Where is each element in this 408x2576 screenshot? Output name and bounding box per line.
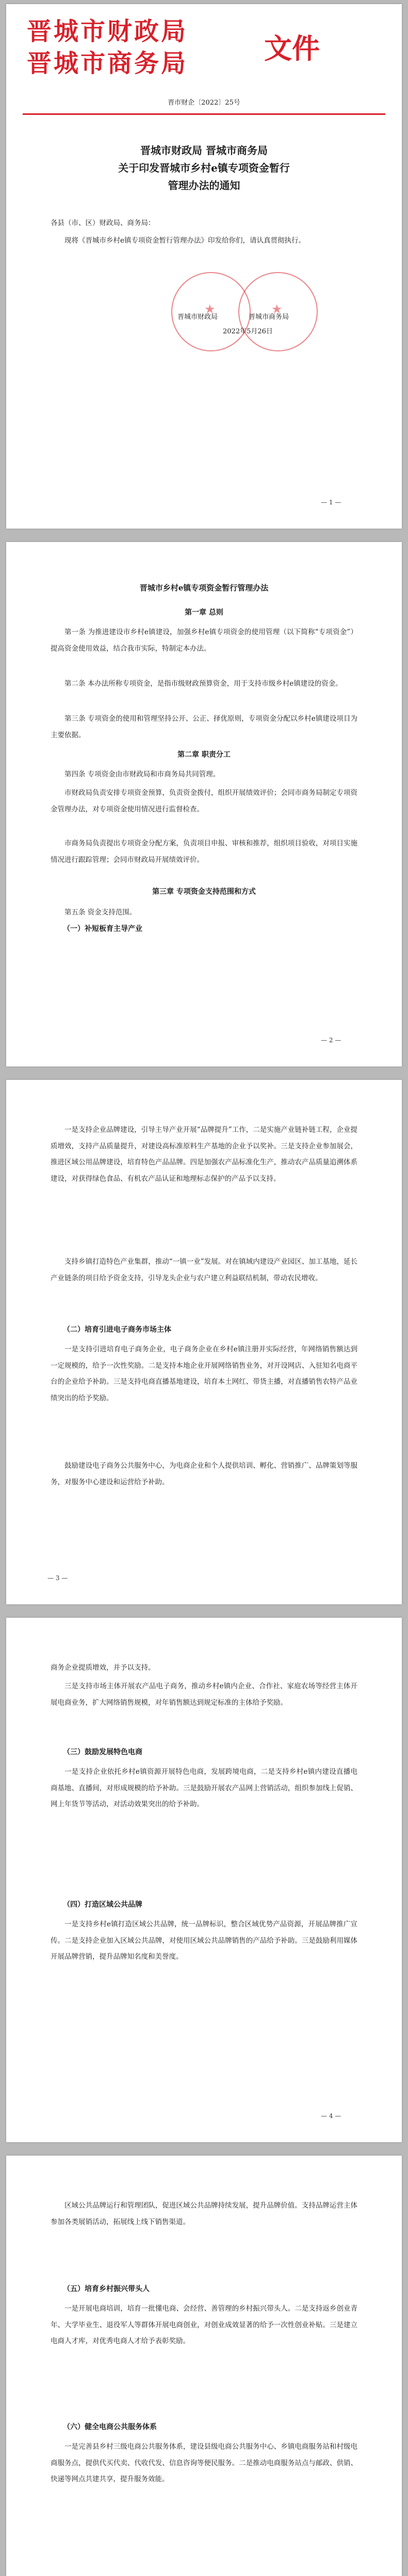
- body-para: 一是支持引进培育电子商务企业，电子商务企业在乡村e镇注册并实际经营，年网络销售额达到一定规模的，给予一次性奖励。二是支持本地企业开展网络销售业务，对开设网店、入驻知名电商平台的企业给予补助。三是支持电商直播基地建设，培育本土网红、带货主播，对直播销售农特产品业绩突出的给予奖励。: [51, 1345, 357, 1402]
- red-divider: [23, 113, 385, 115]
- article-4: 第四条 专项资金由市财政局和市商务局共同管理。: [64, 770, 220, 778]
- article-2: 第二条 本办法所称专项资金，是指市级财政预算资金，用于支持市级乡村e镇建设的资金。: [64, 680, 342, 688]
- body-para: 三是支持市场主体开展农产品电子商务，推动乡村e镇内企业、合作社、家庭农场等经营主体开展电商业务，扩大网络销售规模，对年销售额达到规定标准的主体给予奖励。: [51, 1682, 357, 1707]
- section-heading-4: （四）打造区域公共品牌: [63, 1901, 142, 1909]
- article-4-para-1: 市财政局负责安排专项资金预算，负责资金拨付，组织开展绩效评价；会同市商务局制定专项资金管理办法，对专项资金使用情况进行监督检查。: [51, 789, 357, 814]
- page-number: — 4 —: [321, 2112, 341, 2120]
- article-4-para-2: 市商务局负责提出专项资金分配方案，负责项目申报、审核和推荐，组织项目验收，对项目实施情况进行跟踪管理；会同市财政局开展绩效评价。: [51, 839, 357, 864]
- issuer-line-1: 晋城市财政局: [27, 17, 188, 46]
- addressee: 各县（市、区）财政局、商务局：: [51, 219, 155, 227]
- chapter-1-heading: 第一章 总则: [185, 608, 223, 617]
- page-4: [6, 1618, 402, 2142]
- chapter-3-heading: 第三章 专项资金支持范围和方式: [152, 888, 256, 896]
- section-heading-6: （六）健全电商公共服务体系: [63, 2423, 157, 2431]
- page-1: [6, 4, 402, 529]
- body-para: 商务企业提质增效，并予以支持。: [51, 1664, 155, 1672]
- section-heading-5: （五）培育乡村振兴带头人: [63, 2285, 150, 2293]
- body-para: 一是支持乡村e镇打造区域公共品牌，统一品牌标识，整合区域优势产品资源，开展品牌推广宣传。二是支持企业加入区域公共品牌，对使用区域公共品牌销售的产品给予补助。三是鼓励利用媒体开展品牌营销，提升品牌知名度和美誉度。: [51, 1920, 357, 1961]
- section-heading-3: （三）鼓励发展特色电商: [63, 1748, 142, 1756]
- body-para: 一是支持企业依托乡村e镇资源开展特色电商，发展跨境电商，二是支持乡村e镇内建设直播电商基地、直播间，对形成规模的给予补助。三是鼓励开展农产品网上营销活动，组织参加线上促销、网上年货节等活动，对活动效果突出的给予补助。: [51, 1768, 357, 1808]
- article-5: 第五条 资金支持范围。: [64, 908, 137, 917]
- page-2: [6, 542, 402, 1066]
- body-para: 一是完善县乡村三级电商公共服务体系，建设县级电商公共服务中心、乡镇电商服务站和村级电商服务点，提供代买代卖、代收代发、信息咨询等便民服务。二是推动电商服务站点与邮政、供销、快递等网点共建共享，提升服务效能。: [51, 2443, 357, 2483]
- body-para: 支持乡镇打造特色产业集群，推动“一镇一业”发展。对在镇域内建设产业园区、加工基地，延长产业链条的项目给予资金支持，引导龙头企业与农户建立利益联结机制，带动农民增收。: [51, 1258, 357, 1282]
- chapter-2-heading: 第二章 职责分工: [177, 751, 231, 759]
- page-number: — 2 —: [321, 1037, 341, 1044]
- signer-2: 晋城市商务局: [249, 313, 289, 321]
- page-number: — 1 —: [321, 499, 341, 506]
- body-para: 区域公共品牌运行和管理团队，促进区域公共品牌持续发展，提升品牌价值。支持品牌运营主体参加各类展销活动，拓展线上线下销售渠道。: [51, 2201, 357, 2226]
- signer-1: 晋城市财政局: [177, 313, 218, 321]
- notice-title-line-3: 管理办法的通知: [168, 179, 240, 192]
- page-5: [6, 2156, 402, 2576]
- issuer-line-2: 晋城市商务局: [27, 49, 188, 78]
- notice-title-line-2: 关于印发晋城市乡村e镇专项资金暂行: [118, 162, 290, 174]
- body-para: 一是开展电商培训，培育一批懂电商、会经营、善管理的乡村振兴带头人。二是支持返乡创业青年、大学毕业生、退役军人等群体开展电商创业，对创业成效显著的给予一次性创业补贴。三是建立电商人才库，对优秀电商人才给予表彰奖励。: [51, 2304, 357, 2345]
- article-1: 第一条 为推进建设市乡村e镇建设，加强乡村e镇专项资金的使用管理（以下简称“专项资金”）提高资金使用效益，结合我市实际，特制定本办法。: [51, 628, 357, 653]
- page-number: — 3 —: [47, 1574, 68, 1582]
- issue-date: 2022年5月26日: [223, 328, 273, 335]
- body-para: 一是支持企业品牌建设，引导主导产业开展“品牌提升”工作，二是实施产业链补链工程，企业提质增效，支持产品质量提升，对建设高标准原料生产基地的企业予以奖补。三是支持企业参加展会，推进区域公用品牌建设，培育特色产品品牌。四是加强农产品标准化生产，推动农产品质量追溯体系建设，对获得绿色食品、有机农产品认证和地理标志保护的产品予以支持。: [51, 1126, 357, 1183]
- issuer-suffix: 文件: [264, 32, 320, 65]
- article-3: 第三条 专项资金的使用和管理坚持公开、公正、择优原则，专项资金分配以乡村e镇建设项目为主要依据。: [51, 715, 357, 739]
- stamp-seal-2: ★: [238, 272, 318, 351]
- notice-title-line-1: 晋城市财政局 晋城市商务局: [140, 144, 268, 157]
- measures-title: 晋城市乡村e镇专项资金暂行管理办法: [139, 583, 269, 592]
- stamp-seal-1: ★: [171, 272, 251, 351]
- body-para: 鼓励建设电子商务公共服务中心，为电商企业和个人提供培训、孵化、营销推广、品牌策划等服务，对服务中心建设和运营给予补助。: [51, 1462, 357, 1486]
- section-heading-1: （一）补短板育主导产业: [63, 925, 142, 933]
- cover-body: 现将《晋城市乡村e镇专项资金暂行管理办法》印发给你们，请认真贯彻执行。: [64, 236, 305, 245]
- doc-number: 晋市财企〔2022〕25号: [168, 99, 240, 107]
- page-3: [6, 1080, 402, 1604]
- section-heading-2: （二）培育引进电子商务市场主体: [63, 1326, 171, 1334]
